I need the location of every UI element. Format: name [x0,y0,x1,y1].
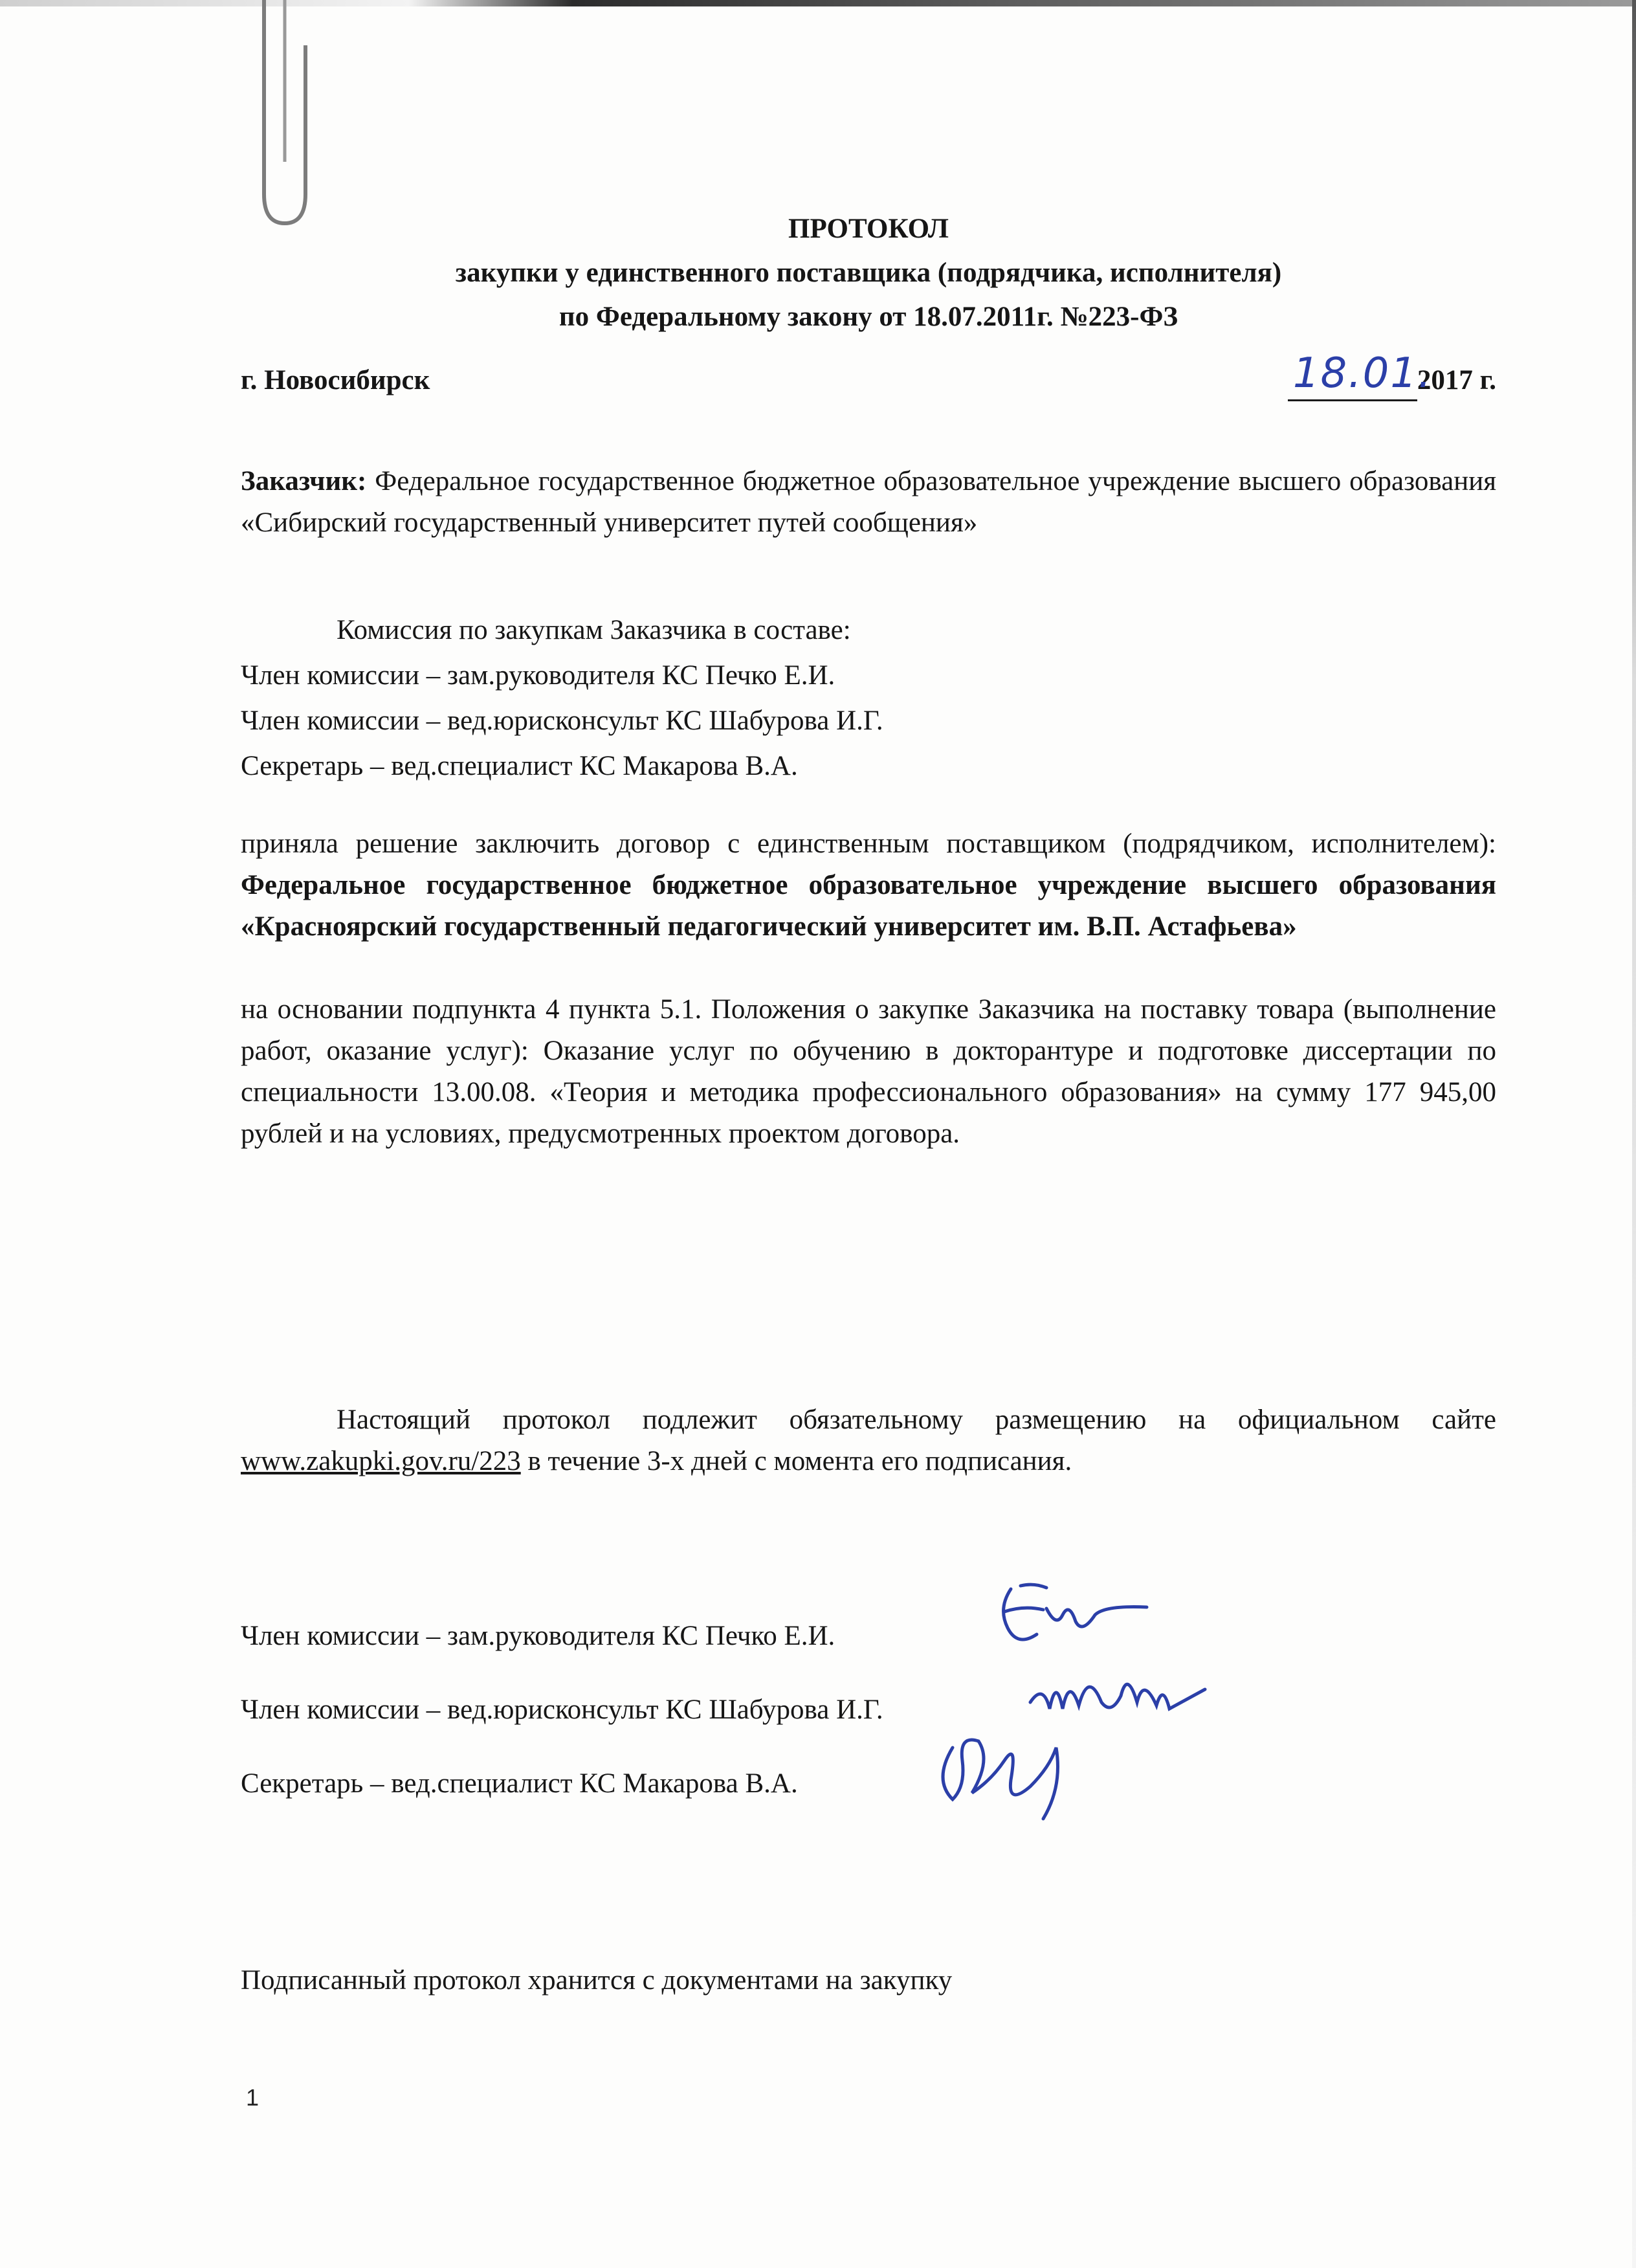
zakupki-link[interactable]: www.zakupki.gov.ru/223 [241,1446,521,1476]
city-label: г. Новосибирск [241,365,430,395]
footer-note: Подписанный протокол хранится с документами на закупку [241,1965,953,1996]
document-date [1288,350,1496,401]
page-number: 1 [246,2084,260,2111]
document-title: ПРОТОКОЛ [788,214,949,244]
signature-pechko-icon [985,1570,1153,1660]
decision-text: приняла решение заключить договор с единственным поставщиком (подрядчиком, исполнителем): [241,828,1496,859]
basis-paragraph: на основании подпункта 4 пункта 5.1. Положения о закупке Заказчика на поставку товара (выполнение работ, оказание услуг): Оказание услуг по обучению в докторантуре и подготовке диссертации по специальности 13.00.08. «Теория и методика профессионального образования» на сумму 177 945,00 рублей и на условиях, предусмотренных проектом договора. [241,994,1496,1149]
customer-label: Заказчик: [241,466,367,496]
commission-member-1: Член комиссии – зам.руководителя КС Печко Е.И. [241,660,835,691]
commission-secretary: Секретарь – вед.специалист КС Макарова В.А. [241,751,798,781]
date-year: 2017 г. [1417,365,1496,395]
handwritten-date: 18.01. [1292,350,1433,397]
publication-text-1: Настоящий протокол подлежит обязательному размещению на официальном сайте [337,1405,1496,1435]
document-subtitle-2: по Федеральному закону от 18.07.2011г. №223-ФЗ [558,302,1178,332]
supplier-name: Федеральное государственное бюджетное образовательное учреждение высшего образования «Красноярский государственный педагогический университет им. В.П. Астафьева» [241,870,1496,942]
paper-clip-icon [246,0,330,233]
commission-member-2: Член комиссии – вед.юрисконсульт КС Шабурова И.Г. [241,706,883,736]
customer-text: Федеральное государственное бюджетное образовательное учреждение высшего образования «Сибирский государственный университет путей сообщения» [241,466,1496,538]
publication-paragraph [241,1399,1496,1482]
document-subtitle-1: закупки у единственного поставщика (подрядчика, исполнителя) [455,258,1282,288]
signatory-2: Член комиссии – вед.юрисконсульт КС Шабурова И.Г. [241,1695,883,1725]
signature-makarova-icon [927,1722,1082,1825]
commission-intro: Комиссия по закупкам Заказчика в составе: [337,615,851,645]
publication-text-2: в течение 3-х дней с момента его подписания. [520,1446,1072,1476]
decision-paragraph [241,823,1496,948]
customer-paragraph [241,461,1496,544]
signatory-3: Секретарь – вед.специалист КС Макарова В.А. [241,1768,798,1799]
date-blank-line [1288,350,1433,401]
scan-edge-right [1632,0,1636,2268]
signatory-1: Член комиссии – зам.руководителя КС Печко Е.И. [241,1621,835,1651]
